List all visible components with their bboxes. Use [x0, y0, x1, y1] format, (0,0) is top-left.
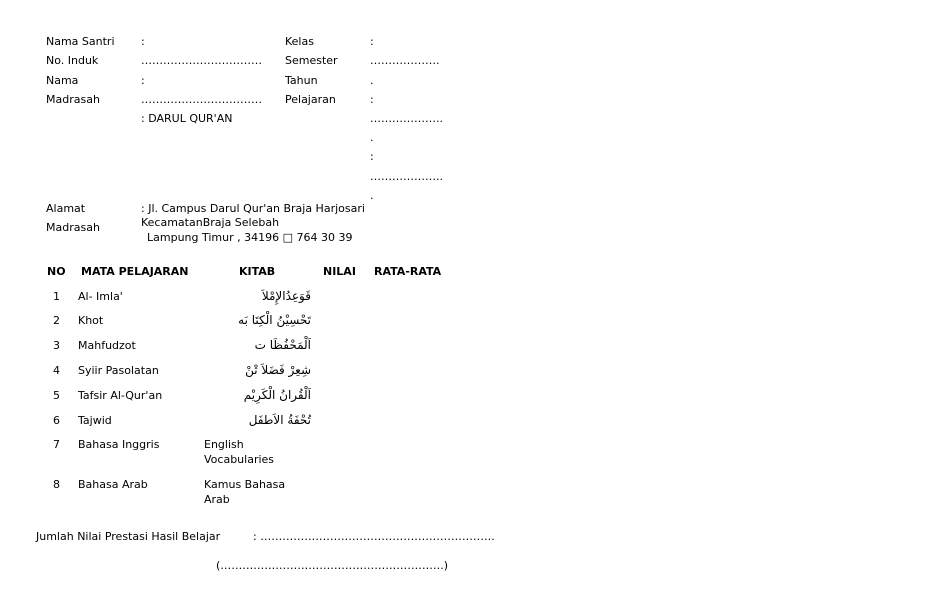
- header-score: NILAI: [323, 265, 356, 278]
- row-no: 3: [53, 339, 60, 352]
- row-book-line-1: English: [204, 438, 244, 451]
- row-no: 5: [53, 389, 60, 402]
- row-book: تَحْسِيْنُ الْكِتَا بَه: [238, 313, 311, 327]
- row-subject: Al- Imla': [78, 290, 123, 303]
- value-madrasah: ……………………………: [141, 93, 262, 106]
- row-no: 2: [53, 314, 60, 327]
- school-name: : DARUL QUR'AN: [141, 112, 233, 125]
- row-book: اَلْقُرانُ الْكَرِيْم: [243, 388, 311, 402]
- value-semester: ……………….: [370, 54, 440, 67]
- row-no: 1: [53, 290, 60, 303]
- header-subject: MATA PELAJARAN: [81, 265, 189, 278]
- signature-line: (…………………………………………………….): [216, 559, 449, 572]
- right-extra-5: .: [370, 189, 374, 202]
- label-no-induk: No. Induk: [46, 54, 99, 67]
- row-no: 6: [53, 414, 60, 427]
- row-subject: Tafsir Al-Qur'an: [78, 389, 163, 402]
- row-no: 8: [53, 478, 60, 491]
- value-pelajaran: :: [370, 93, 374, 106]
- label-tahun: Tahun: [285, 74, 318, 87]
- row-book-line-1: Kamus Bahasa: [204, 478, 286, 491]
- row-subject: Bahasa Arab: [78, 478, 148, 491]
- total-value: : ……………………………………………………….: [253, 530, 495, 543]
- total-label: Jumlah Nilai Prestasi Hasil Belajar: [36, 530, 221, 543]
- row-book-line-2: Vocabularies: [204, 453, 275, 466]
- right-extra-4: ………………..: [370, 170, 443, 183]
- label-alamat: Alamat: [46, 202, 86, 215]
- header-book: KITAB: [239, 265, 276, 278]
- row-subject: Khot: [78, 314, 104, 327]
- row-subject: Mahfudzot: [78, 339, 136, 352]
- row-book-line-2: Arab: [204, 493, 230, 506]
- row-subject: Bahasa Inggris: [78, 438, 160, 451]
- row-book: قَوَعِدُالإِمْلاَ: [261, 289, 311, 303]
- label-semester: Semester: [285, 54, 338, 67]
- header-average: RATA-RATA: [374, 265, 442, 278]
- row-book: تُحْفَةُ الاَطفَل: [248, 413, 311, 427]
- right-extra-1: ………………..: [370, 112, 443, 125]
- row-no: 4: [53, 364, 60, 377]
- address-line-1: : Jl. Campus Darul Qur'an Braja Harjosari: [141, 202, 365, 215]
- row-subject: Syiir Pasolatan: [78, 364, 159, 377]
- right-extra-3: :: [370, 150, 374, 163]
- value-kelas: :: [370, 35, 374, 48]
- label-madrasah: Madrasah: [46, 93, 100, 106]
- row-no: 7: [53, 438, 60, 451]
- right-extra-2: .: [370, 131, 374, 144]
- value-nama: :: [141, 74, 145, 87]
- value-no-induk: ……………………………: [141, 54, 262, 67]
- label-pelajaran: Pelajaran: [285, 93, 336, 106]
- label-kelas: Kelas: [285, 35, 314, 48]
- row-subject: Tajwid: [78, 414, 112, 427]
- row-book: شِعِرْ فَضَلاَ تْنْ: [245, 363, 311, 377]
- address-line-2: KecamatanBraja Selebah: [141, 216, 280, 229]
- label-alamat-madrasah: Madrasah: [46, 221, 100, 234]
- value-nama-santri: :: [141, 35, 145, 48]
- address-line-3: Lampung Timur , 34196 □ 764 30 39: [147, 231, 353, 244]
- header-no: NO: [47, 265, 66, 278]
- row-book: اَلْمَحْفُظَا ت: [254, 338, 311, 352]
- label-nama: Nama: [46, 74, 79, 87]
- value-tahun: .: [370, 74, 374, 87]
- label-nama-santri: Nama Santri: [46, 35, 115, 48]
